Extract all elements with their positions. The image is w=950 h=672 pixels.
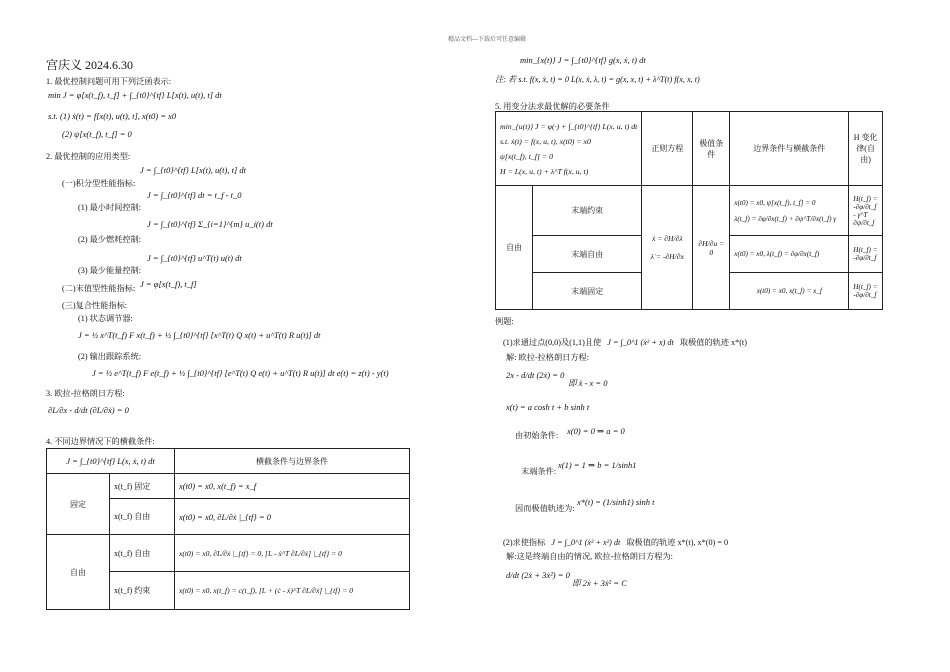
ex1-question-end: 取极值的轨迹 x*(t) [679,338,747,347]
t5-canonical-costate: λ̇ = -∂H/∂x [650,251,684,261]
t5-row-free: 末端自由 [533,236,642,273]
state-regulator-label: (1) 状态调节器: [78,314,133,323]
output-tracking-label: (2) 输出跟踪系统: [78,352,141,361]
eq-general-index: J = ∫_{t0}^{tf} L[x(t), u(t), t] dt [140,165,246,175]
eq-terminal-index: J = φ[x(t_f), t_f] [140,279,197,289]
ex1-terminal-label: 末端条件: [521,467,557,476]
ex1-eq-euler: 2x - d/dt (2ẋ) = 0 [506,370,565,380]
eq-min-time: J = ∫_{t0}^{tf} dt = t_f - t_0 [147,190,242,200]
t5-extreme-cond: ∂H/∂u = 0 [693,186,730,310]
t5-header-boundary: 边界条件与横截条件 [730,112,849,186]
t5-header-extreme: 极值条件 [693,112,730,186]
section-3-title: 3. 欧拉-拉格朗日方程: [46,389,125,398]
t5-h1-state: s.t. ẋ(t) = f(x, u, t), x(t0) = x0 [500,136,591,146]
eq-state-regulator: J = ½ x^T(t_f) F x(t_f) + ½ ∫_{t0}^{tf} [x^T(t) Q x(t) + u^T(t) R u(t)] dt [78,330,321,340]
t5-boundary-constrained [730,186,849,236]
t5-hv-fixed: H(t_f) = -∂φ/∂t_f [849,273,883,310]
note-lagrangian: 注: 若 s.t. f(x, ẋ, t) = 0 L(x, ẋ, λ, t) = g(x, x, t) + λ^T(t) f(x, x, t) [495,75,700,84]
eq-min-fuel: J = ∫_{t0}^{tf} Σ_{i=1}^{m} u_i(t) dt [147,219,273,229]
ex2-question [503,537,728,548]
ex1-initial-eq: x(0) = 0 ⇒ a = 0 [567,426,625,436]
ex1-eq-general: x(t) = a cosh t + b sinh t [506,402,590,412]
section-5-title: 5. 用变分法求最优解的必要条件 [495,102,610,111]
eq-problem-state: s.t. (1) ẋ(t) = f[x(t), u(t), t], x(t0) = x0 [48,111,177,121]
t5-row-constrained: 末端约束 [533,186,642,236]
section-2-title: 2. 最优控制的应用类型: [46,152,131,161]
t4-header-index: J = ∫_{t0}^{tf} L(x, ẋ, t) dt [47,449,175,474]
t5-boundary-free: x(t0) = x0, λ(t_f) = ∂φ/∂x(t_f) [730,236,849,273]
ex1-solution-label: 解: 欧拉-拉格朗日方程: [506,353,590,362]
t4-row4-cond: x(t0) = x0, x(t_f) = c(t_f), [L + (ċ - ẋ)^T ∂L/∂ẋ] |_{tf} = 0 [175,572,410,610]
boundary-conditions-table [46,448,410,610]
t4-header-conditions: 横截条件与边界条件 [175,449,410,474]
t5-header-canonical: 正则方程 [642,112,693,186]
ex1-optimal-eq: x*(t) = (1/sinh1) sinh t [577,497,655,507]
t5-h1-terminal: ψ[x(t_f), t_f] = 0 [500,151,553,161]
t5-row-fixed: 末端固定 [533,273,642,310]
t5-header-hamiltonian-law: H 变化律(自由) [849,112,883,186]
t4-row3-cond: x(t0) = x0, ∂L/∂ẋ |_{tf} = 0, [L - ẋ^T ∂L/∂ẋ] |_{tf} = 0 [175,535,410,572]
t5-hv-free: H(t_f) = -∂φ/∂t_f [849,236,883,273]
t5-b1-state: x(t0) = x0, ψ[x(t_f), t_f] = 0 [734,198,816,207]
t5-canonical-state: ẋ = ∂H/∂λ [651,233,683,243]
ex2-eq-simplified: 即 2ẋ + 3ẋ² = C [572,578,627,588]
section-4-title: 4. 不同边界情况下的横截条件: [46,437,155,446]
min-energy-label: (3) 最少能量控制: [78,266,141,275]
ex1-question-eq: J = ∫_0^1 (ẋ² + x) dt [607,338,674,347]
t5-group-free: 自由 [496,186,533,310]
eq-output-tracking: J = ½ e^T(t_f) F e(t_f) + ½ ∫_{t0}^{tf} [e^T(t) Q e(t) + u^T(t) R u(t)] dt e(t) = z(t) - y(t) [92,368,389,378]
ex1-question-text: (1)求通过点(0,0)及(1,1)且使 [503,338,602,347]
t4-row4-case: x(t_f) 约束 [110,572,175,610]
eq-problem-terminal: (2) ψ[x(t_f), t_f] = 0 [62,129,132,139]
eq-constrained-problem: min_{x(t)} J = ∫_{t0}^{tf} g(x, ẋ, t) dt [520,55,646,65]
t5-canonical-eqs [642,186,693,310]
t5-hv-constrained: H(t_f) = -∂φ/∂t_f - γ^T ∂ψ/∂t_f [849,186,883,236]
eq-problem-objective: min J = φ[x(t_f), t_f] + ∫_{t0}^{tf} L[x(t), u(t), t] dt [48,90,222,100]
ex2-solution-label: 解:这是终端自由的情况, 欧拉-拉格朗日方程为: [506,552,673,561]
t4-row2-case: x(t_f) 自由 [110,499,175,535]
eq-euler-lagrange: ∂L/∂x - d/dt (∂L/∂ẋ) = 0 [48,405,129,415]
t4-row2-cond: x(t0) = x0, ∂L/∂ẋ |_{tf} = 0 [175,499,410,535]
t5-h1-objective: min_{u(t)} J = φ(·) + ∫_{t0}^{tf} L(x, u, t) dt [500,121,638,131]
ex2-question-end: 取极值的轨迹 x*(t), x*(0) = 0 [626,538,729,547]
t4-group-fixed: 固定 [47,474,110,535]
ex1-initial-label: 由初始条件: [515,431,559,440]
t5-boundary-fixed: x(t0) = x0, x(t_f) = x_f [730,273,849,310]
t5-h1-hamiltonian: H = L(x, u, t) + λ^T f(x, u, t) [500,166,589,176]
page-header: 精品文档---下载后可任意编辑 [448,37,526,43]
examples-title: 例题: [495,317,514,326]
min-time-label: (1) 最小时间控制: [78,203,141,212]
eq-min-energy: J = ∫_{t0}^{tf} u^T(t) u(t) dt [147,253,242,263]
min-fuel-label: (2) 最少燃耗控制: [78,235,141,244]
t4-row1-case: x(t_f) 固定 [110,474,175,499]
integral-index-label: (一)积分型性能指标: [62,179,136,188]
t4-row3-case: x(t_f) 自由 [110,535,175,572]
t4-group-free: 自由 [47,535,110,610]
ex1-terminal-eq: x(1) = 1 ⇒ b = 1/sinh1 [558,460,637,470]
t4-row1-cond: x(t0) = x0, x(t_f) = x_f [175,474,410,499]
ex1-optimal-label: 因而极值轨迹为: [515,504,575,513]
composite-index-label: (三)复合性能指标: [62,301,128,310]
ex1-eq-simplified: 即 ẍ - x = 0 [568,378,608,388]
terminal-index-label: (二)末值型性能指标: [62,284,136,293]
t5-b1-costate: λ(t_f) = ∂φ/∂x(t_f) + ∂ψ^T/∂x(t_f) γ [734,214,837,223]
ex2-question-eq: J = ∫_0^1 (ẋ² + x²) dt [551,538,621,547]
t5-header-problem [496,112,642,186]
author-date: 宫庆义 2024.6.30 [46,58,134,72]
section-1-title: 1. 最优控制问题可用下列泛函表示: [46,77,172,86]
necessary-conditions-table [495,111,883,310]
ex2-question-text: (2)求使指标 [503,538,546,547]
ex1-question [503,337,747,348]
ex2-eq-euler: d/dt (2ẋ + 3ẋ²) = 0 [506,570,570,580]
